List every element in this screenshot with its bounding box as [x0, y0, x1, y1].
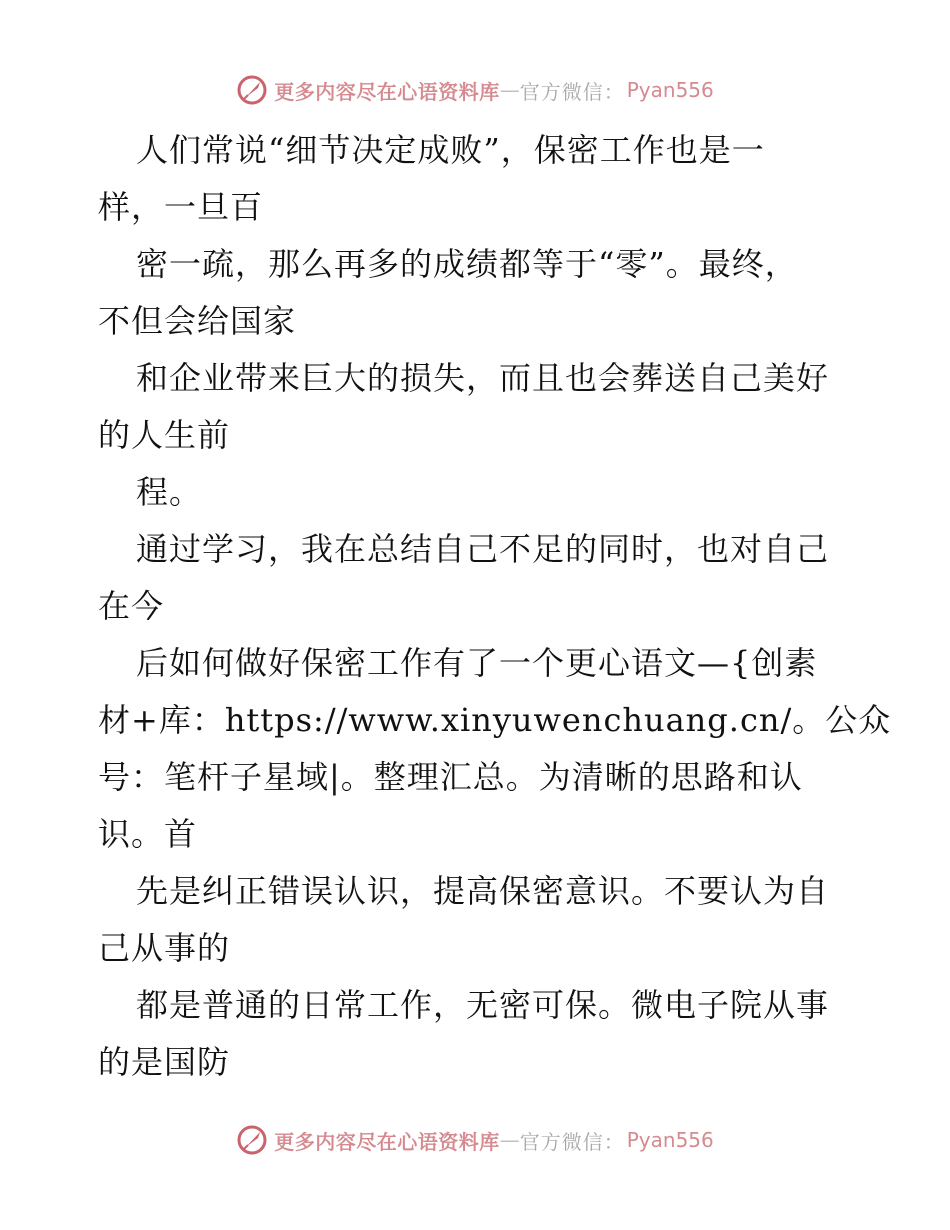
- text-line: 后如何做好保密工作有了一个更心语文—{创素: [136, 644, 818, 682]
- text-line: 都是普通的日常工作，无密可保。微电子院从事: [136, 986, 830, 1024]
- text-line: 密一疏，那么再多的成绩都等于“零”。最终，: [136, 245, 798, 283]
- text-line: 己从事的: [98, 929, 231, 967]
- header-banner: [0, 70, 950, 110]
- banner-text: 更多内容尽在心语资料库: [274, 79, 500, 104]
- banner-dash: —: [499, 78, 520, 102]
- banner-text: 更多内容尽在心语资料库: [274, 1129, 500, 1154]
- text-line: 的人生前: [98, 416, 231, 454]
- text-line: 和企业带来巨大的损失，而且也会葬送自己美好: [136, 359, 830, 397]
- text-line: 通过学习，我在总结自己不足的同时，也对自己: [136, 530, 830, 568]
- text-line: 样，一旦百: [98, 188, 264, 226]
- text-line: 先是纠正错误认识，提高保密意识。不要认为自: [136, 872, 830, 910]
- banner-wechat-label: 官方微信：: [519, 1129, 625, 1154]
- text-line: 人们常说“细节决定成败”，保密工作也是一: [136, 131, 765, 169]
- banner-wechat-id: Pyan556: [626, 78, 714, 102]
- footer-banner: [0, 1120, 950, 1160]
- banner-wechat-label: 官方微信：: [519, 79, 625, 104]
- text-line: 号：笔杆子星域|。整理汇总。为清晰的思路和认: [98, 758, 803, 796]
- banner-wechat-id: Pyan556: [626, 1128, 714, 1152]
- text-line: 材+库：https://www.xinyuwenchuang.cn/。公众: [98, 701, 892, 739]
- text-line: 在今: [98, 587, 165, 625]
- quill-pen-logo-icon: [236, 74, 268, 106]
- document-body: [98, 122, 892, 1091]
- banner-dash: —: [499, 1128, 520, 1152]
- text-line: 识。首: [98, 815, 198, 853]
- text-line: 的是国防: [98, 1043, 231, 1081]
- quill-pen-logo-icon: [236, 1124, 268, 1156]
- text-line: 不但会给国家: [98, 302, 297, 340]
- text-line: 程。: [136, 473, 203, 511]
